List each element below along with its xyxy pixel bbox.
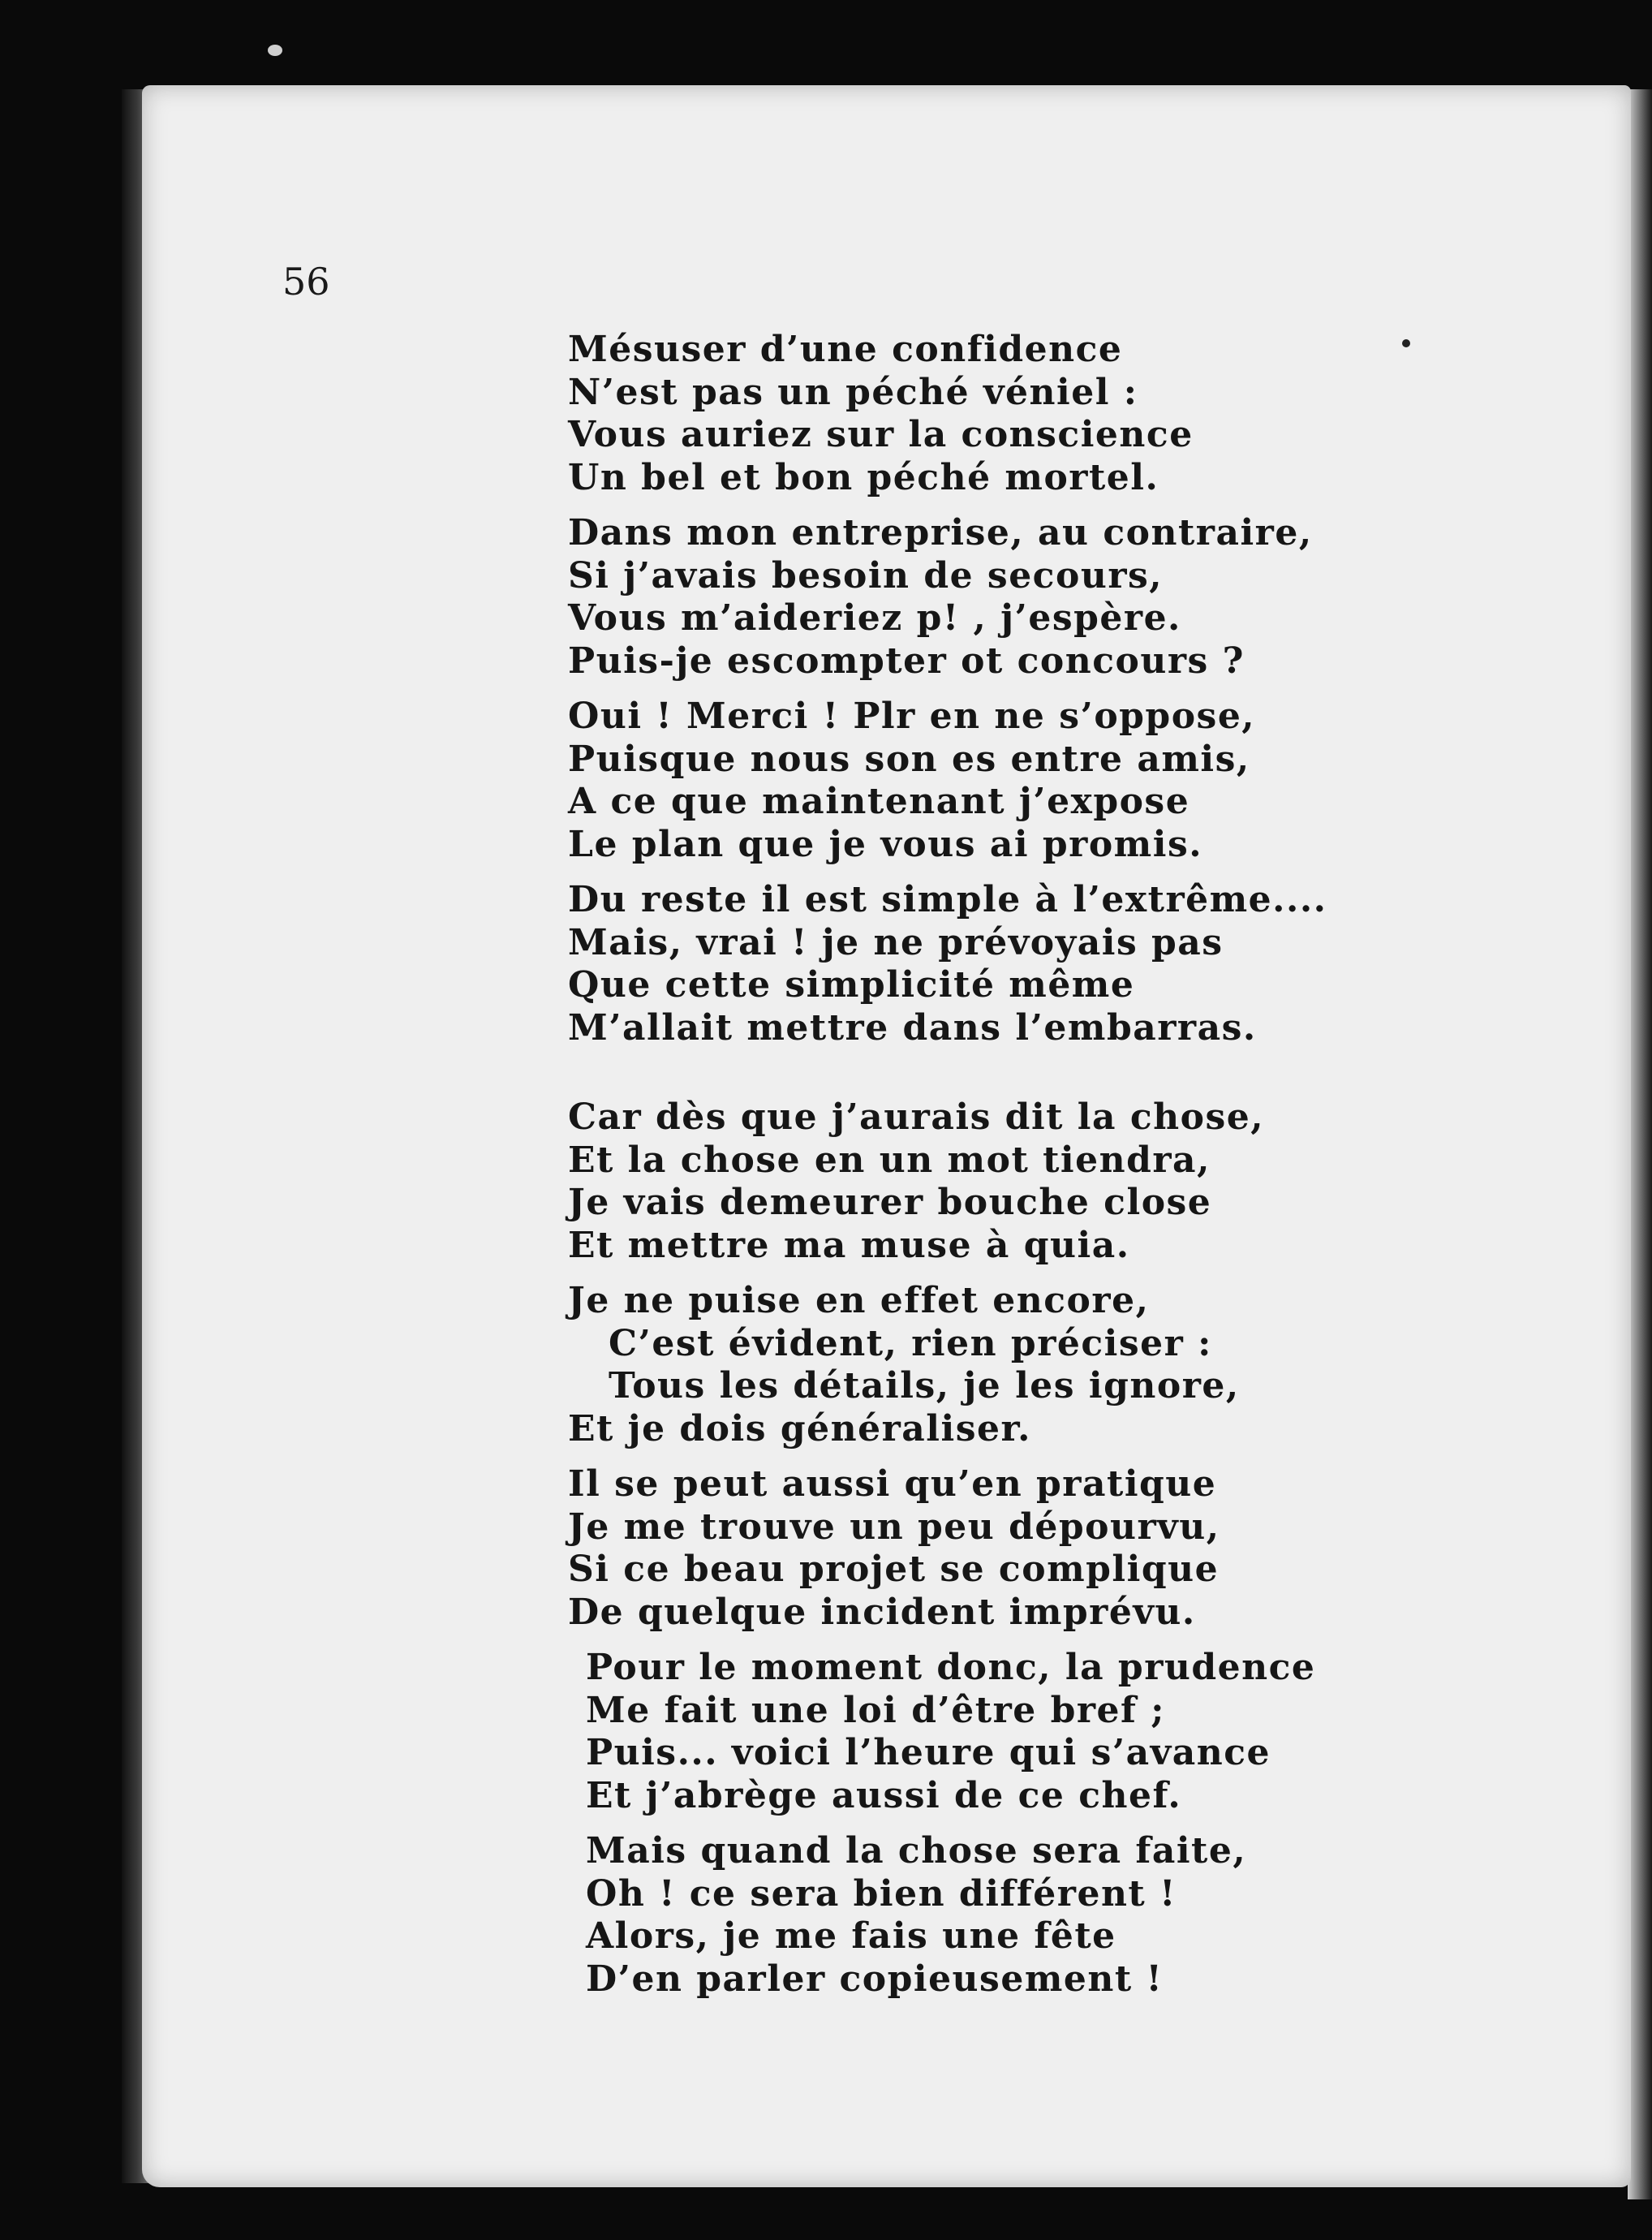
- verse-line: Je ne puise en effet encore,: [568, 1280, 1150, 1321]
- verse-line: Je vais demeurer bouche close: [568, 1182, 1212, 1223]
- stanza: [568, 696, 1542, 866]
- verse-line: Puisque nous son es entre amis,: [568, 738, 1250, 780]
- stanza: [568, 1647, 1542, 1817]
- verse-line: Mésuser d’une confidence: [568, 329, 1123, 370]
- verse-line: D’en parler copieusement !: [586, 1958, 1164, 2000]
- page-right-edge: [1628, 89, 1652, 2199]
- verse-line: Puis-je escompter ot concours ?: [568, 640, 1245, 682]
- stanza: [568, 879, 1542, 1049]
- verse-line: Car dès que j’aurais dit la chose,: [568, 1096, 1265, 1138]
- verse-line: Puis... voici l’heure qui s’avance: [586, 1732, 1271, 1773]
- verse-line: Alors, je me fais une fête: [586, 1915, 1116, 1957]
- verse-line: Et mettre ma muse à quia.: [568, 1224, 1130, 1266]
- verse-line: Mais quand la chose sera faite,: [586, 1830, 1247, 1872]
- verse-line: Et je dois généraliser.: [568, 1407, 1031, 1450]
- verse-line: M’allait mettre dans l’embarras.: [568, 1006, 1257, 1049]
- verse-line: Il se peut aussi qu’en pratique: [568, 1463, 1217, 1505]
- verse-line: Du reste il est simple à l’extrême....: [568, 879, 1327, 920]
- ink-speck: [268, 45, 282, 56]
- verse-line: N’est pas un péché véniel :: [568, 371, 1138, 413]
- verse-line: Si ce beau projet se complique: [568, 1549, 1220, 1590]
- verse-line: Me fait une loi d’être bref ;: [586, 1689, 1166, 1731]
- verse-line: Vous m’aideriez p! , j’espère.: [568, 597, 1181, 639]
- page-number: 56: [282, 260, 330, 304]
- verse-line: Pour le moment donc, la prudence: [586, 1647, 1316, 1688]
- verse-line: Je me trouve un peu dépourvu,: [568, 1506, 1220, 1548]
- verse-line: Oh ! ce sera bien différent !: [586, 1872, 1177, 1915]
- stanza: [568, 1830, 1542, 2001]
- stanza: [568, 1280, 1542, 1450]
- verse-line: Et la chose en un mot tiendra,: [568, 1139, 1211, 1181]
- verse-line: Vous auriez sur la conscience: [568, 414, 1194, 455]
- stanza: [568, 1096, 1542, 1267]
- stanza: [568, 329, 1542, 499]
- verse-line: Mais, vrai ! je ne prévoyais pas: [568, 921, 1224, 963]
- poem-text: [568, 329, 1542, 2014]
- stanza: [568, 512, 1542, 683]
- verse-line: A ce que maintenant j’expose: [568, 781, 1190, 822]
- verse-line: C’est évident, rien préciser :: [609, 1322, 1212, 1364]
- verse-line: Et j’abrège aussi de ce chef.: [586, 1774, 1182, 1816]
- verse-line: Dans mon entreprise, au contraire,: [568, 512, 1313, 554]
- verse-line: Un bel et bon péché mortel.: [568, 456, 1159, 498]
- verse-line: Tous les détails, je les ignore,: [609, 1365, 1240, 1406]
- verse-line: Oui ! Merci ! Plr en ne s’oppose,: [568, 696, 1256, 737]
- verse-line: Le plan que je vous ai promis.: [568, 823, 1203, 865]
- verse-line: De quelque incident imprévu.: [568, 1591, 1196, 1633]
- verse-line: Que cette simplicité même: [568, 964, 1135, 1006]
- stanza: [568, 1463, 1542, 1634]
- verse-line: Si j’avais besoin de secours,: [568, 554, 1164, 597]
